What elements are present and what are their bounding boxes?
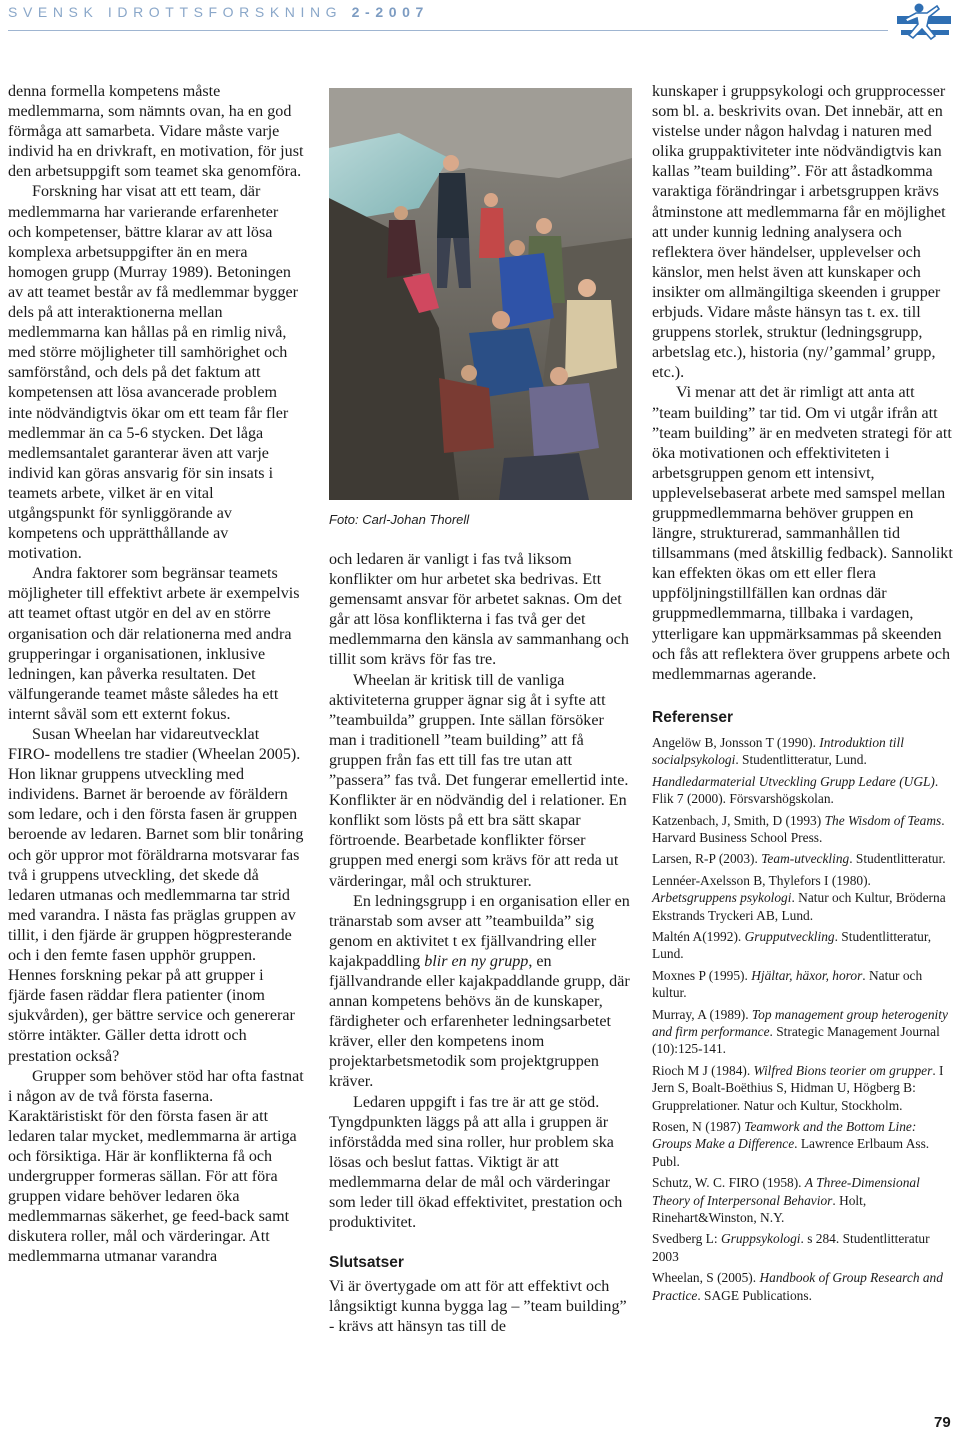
reference-item [652,1230,954,1265]
ref-title: Grupputveckling [744,928,835,944]
references-list [652,734,954,1304]
reference-item [652,812,954,847]
paragraph [329,892,635,1093]
journal-logo-icon [893,2,955,42]
reference-item [652,1118,954,1170]
ref-publisher: . s 284. Studentlitteratur 2003 [652,1231,930,1264]
reference-item [652,1006,954,1058]
paragraph: Susan Wheelan har vidareutvecklat FIRO- modellens tre stadier (Wheelan 2005). Hon liknar gruppens utveckling med individens. Barnet är beroende av föräldern som ledare, och i den första fasen är gruppen beroende av ledaren. Barnet som blir tonåring och gör uppror mot föräldrarna motsvarar fas två i gruppens utveckling, det skede då ledaren utmanas och medlemmarna tar strid med varandra. I nästa fas präglas gruppen av tillit, i den fjärde är gruppen högpresterande och i den femte fasen upphör gruppen. Hennes forskning pekar på att grupper i fjärde fasen räddar flera patienter (inom sjukvården), ger bättre service och genererar större intäkter. Gäller detta idrott och prestation också? [8,726,304,1065]
paragraph: denna formella kompetens måste medlemmarna, som nämnts ovan, ha en god förmåga att samarbeta. Vidare måste varje individ ha en drivkraft, en motivation, för just den arbetsuppgift som teamet ska genomföra. [8,83,304,181]
ref-title: A Three-Dimensional Theory of Interpersonal Behavior [652,1175,920,1208]
reference-item [652,872,954,924]
paragraph: Vi är övertygade om att för att effektivt och långsiktigt kunna bygga lag – ”team building” - krävs att hänsyn tas till de [329,1278,627,1336]
ref-authors: Maltén A(1992). [652,928,745,944]
ref-publisher: . Studentlitteratur, Lund. [735,752,867,768]
ref-title: Handbook of Group Research and Practice [652,1270,943,1303]
ref-title: Hjältar, häxor, horor [751,967,863,983]
ref-title: Team-utveckling [761,851,850,867]
text-run: En ledningsgrupp i en organisation eller en tränarstab som avser att ”teambuilda” sig genom en aktivitet t ex fjällvandring eller kajakpaddling [329,892,630,970]
reference-item [652,1174,954,1226]
ref-publisher: . Strategic Management Journal (10):125-141. [652,1024,940,1057]
journal-title [8,4,429,20]
page-header [8,0,960,46]
reference-item [652,967,954,1002]
ref-publisher: . Studentlitteratur. [849,851,946,867]
article-column-3 [652,82,954,1308]
article-column-2 [329,550,635,1338]
reference-item [652,734,954,769]
ref-title: The Wisdom of Teams [824,812,942,828]
ref-authors: Katzenbach, J, Smith, D (1993) [652,812,825,828]
photo-illustration [329,88,632,500]
ref-authors: Schutz, W. C. FIRO (1958). [652,1175,805,1191]
header-rule [8,30,888,31]
paragraph: kunskaper i gruppsykologi och grupprocesser som bl. a. beskrivits ovan. Det innebär, att en vistelse under någon halvdag i naturen med olika gruppaktiviteter inte nödvändigtvis kan kallas ”team building”. För att åstadkomma varaktiga förändringar i arbetsgruppen krävs åtminstone att medlemmarna får en möjlighet att under kunnig ledning analysera och reflektera över händelser, upplevelser och känslor, men helst även att kunskaper och insikter om allmängiltiga skeenden i grupper erbjuds. Vidare måste hänsyn tas t. ex. till gruppens storlek, struktur (ledningsgrupp, arbetslag etc.), historia (ny/’gammal’ grupp, etc.). [652,83,946,382]
ref-publisher: . SAGE Publications. [697,1287,812,1303]
ref-title: Arbetsgruppens psykologi [652,890,792,906]
photo-credit: Foto: Carl-Johan Thorell [329,512,470,527]
ref-authors: Rosen, N (1987) [652,1119,745,1135]
journal-name: SVENSK IDROTTSFORSKNING [8,4,343,20]
ref-authors: Svedberg L: [652,1231,721,1247]
conclusions-heading: Slutsatser [329,1254,404,1272]
paragraph: Ledaren uppgift i fas tre är att ge stöd. Tyngdpunkten läggs på att alla i gruppen är införstådda med sina roller, hur problem ska lösas och beslut fattas. Viktigt är att medlemmarna delar de mål och värderingar som leder till ökad effektivitet, prestation och produktivitet. [329,1093,623,1232]
ref-authors: Rioch M J (1984). [652,1062,754,1078]
emphasis: blir en ny grupp [424,952,529,970]
ref-title: Wilfred Bions teorier om grupper [753,1062,933,1078]
ref-title: Introduktion till socialpsykologi [652,734,904,768]
hiking-group-photo [329,88,632,500]
reference-item [652,928,954,963]
ref-authors: Moxnes P (1995). [652,967,752,983]
ref-publisher: . Natur och Kultur, Bröderna Ekstrands Tryckeri AB, Lund. [652,890,946,923]
ref-title: Teamwork and the Bottom Line: Groups Make a Difference [652,1119,917,1152]
paragraph: Forskning har visat att ett team, där medlemmarna har varierande erfarenheter och kompetenser, bättre klarar av att lösa komplexa arbetsuppgifter än en mera homogen grupp (Murray 1989). Betoningen av att teamet består av få medlemmar bygger dels på att interaktionerna mellan medlemmarna kan hållas på en rimlig nivå, med större möjligheter till samhörighet och samförstånd, och dels på det faktum att kompetensen att lösa avancerade problem inte nödvändigtvis ökar om ett team får fler medlemmar än ca 5-6 stycken. Det låga medlemsantalet garanterar även att varje individ kan göras ansvarig för sin insats i teamets arbete, vilket är en vital utgångspunkt för synliggörande av kompetens och upprätthållande av motivation. [8,183,299,563]
ref-authors: Wheelan, S (2005). [652,1270,760,1286]
article-column-1 [8,82,304,1268]
ref-title: Top management group heterogenity and firm performance [652,1006,948,1039]
ref-authors: Angelöw B, Jonsson T (1990). [652,734,820,750]
reference-item [652,773,954,808]
reference-item [652,850,954,867]
ref-authors: Lennéer-Axelsson B, Thylefors I (1980). [652,872,871,888]
text-run: , en fjällvandrande eller kajakpaddlande grupp, där annan kompetens behövs än de kunskaper, färdigheter och erfarenheter ledningsarbetet kräver, eller den kompetens inom projektarbetsmetodik som projektgruppen kräver. [329,952,630,1091]
references-heading: Referenser [652,708,733,726]
reference-item [652,1269,954,1304]
ref-publisher: . Lawrence Erlbaum Ass. Publ. [652,1136,930,1169]
reference-item [652,1062,954,1114]
paragraph: och ledaren är vanligt i fas två liksom konflikter om hur arbetet ska bedrivas. Ett gemensamt ansvar för arbetet saknas. Om det går att lösa konflikterna i fas två ger det medlemmarna den känsla av sammanhang och tillit som krävs för fas tre. [329,551,629,669]
ref-publisher: . I Jern S, Boalt-Boëthius S, Hidman U, Högberg B: Grupprelationer. Natur och Kultur, Stockholm. [652,1062,944,1113]
ref-publisher: . Flik 7 (2000). Försvarshögskolan. [652,773,939,807]
journal-issue: 2-2007 [351,4,429,20]
ref-authors: Murray, A (1989). [652,1006,752,1022]
page-number: 79 [934,1414,951,1431]
paragraph: Grupper som behöver stöd har ofta fastnat i någon av de två första faserna. Karaktäristiskt för den första fasen är att ledaren talar mycket, medlemmarna är artiga och försiktiga. Här är konflikterna få och undergrupper formeras sällan. För att föra gruppen vidare behöver ledaren öka medlemmarnas säkerhet, ge feed-back samt diskutera roller, mål och värderingar. Att medlemmarna utmanar varandra [8,1067,304,1266]
ref-publisher: . Studentlitteratur, Lund. [652,928,932,962]
ref-title: Handledarmaterial Utveckling Grupp Ledare (UGL) [652,773,935,789]
ref-publisher: . Holt, Rinehart&Winston, N.Y. [652,1192,867,1226]
ref-publisher: . Harvard Business School Press. [652,812,945,845]
paragraph: Vi menar att det är rimligt att anta att ”team building” tar tid. Om vi utgår ifrån att ”team building” är en medveten strategi för att öka motivationen och effektiviteten i arbetsgruppen genom ett intensivt, upplevelsebaserat arbete med samspel mellan gruppmedlemmarna behöver gruppen en längre, strukturerad, sammanhållen tid tillsammans (med åtskillig fedback). Sannolikt kan effekten ökas om ett eller flera uppföljningstillfällen kan ordnas där gruppmedlemmarna, tillbaka i vardagen, ytterligare kan uppmärksammas på skeenden och fås att reflektera över gruppens arbete och medlemmarnas agerande. [652,384,953,683]
ref-publisher: . Natur och kultur. [652,967,923,1001]
paragraph: Andra faktorer som begränsar teamets möjligheter till effektivt arbete är exempelvis att teamet oftast utgör en del av en större organisation och där relationerna med andra grupperingar i organisationen, inklusive ledningen, kan påverka resultaten. Det välfungerande teamet måste således ha ett internt såväl som ett externt fokus. [8,565,300,723]
paragraph: Wheelan är kritisk till de vanliga aktiviteterna grupper ägnar sig åt i syfte att ”teambuilda” gruppen. Inte sällan försöker man i traditionell ”team building” att få gruppen från fas ett till fas tre utan att ”passera” fas två. Det fungerar emellertid inte. Konflikter är en nödvändig del i relationer. En konflikt som lösts på ett bra sätt skapar förtroende. Bearbetade konflikter förser gruppen med energi som krävs för att reda ut värderingar, mål och strukturer. [329,671,629,890]
ref-title: Gruppsykologi [720,1231,801,1247]
ref-authors: Larsen, R-P (2003). [652,851,762,867]
